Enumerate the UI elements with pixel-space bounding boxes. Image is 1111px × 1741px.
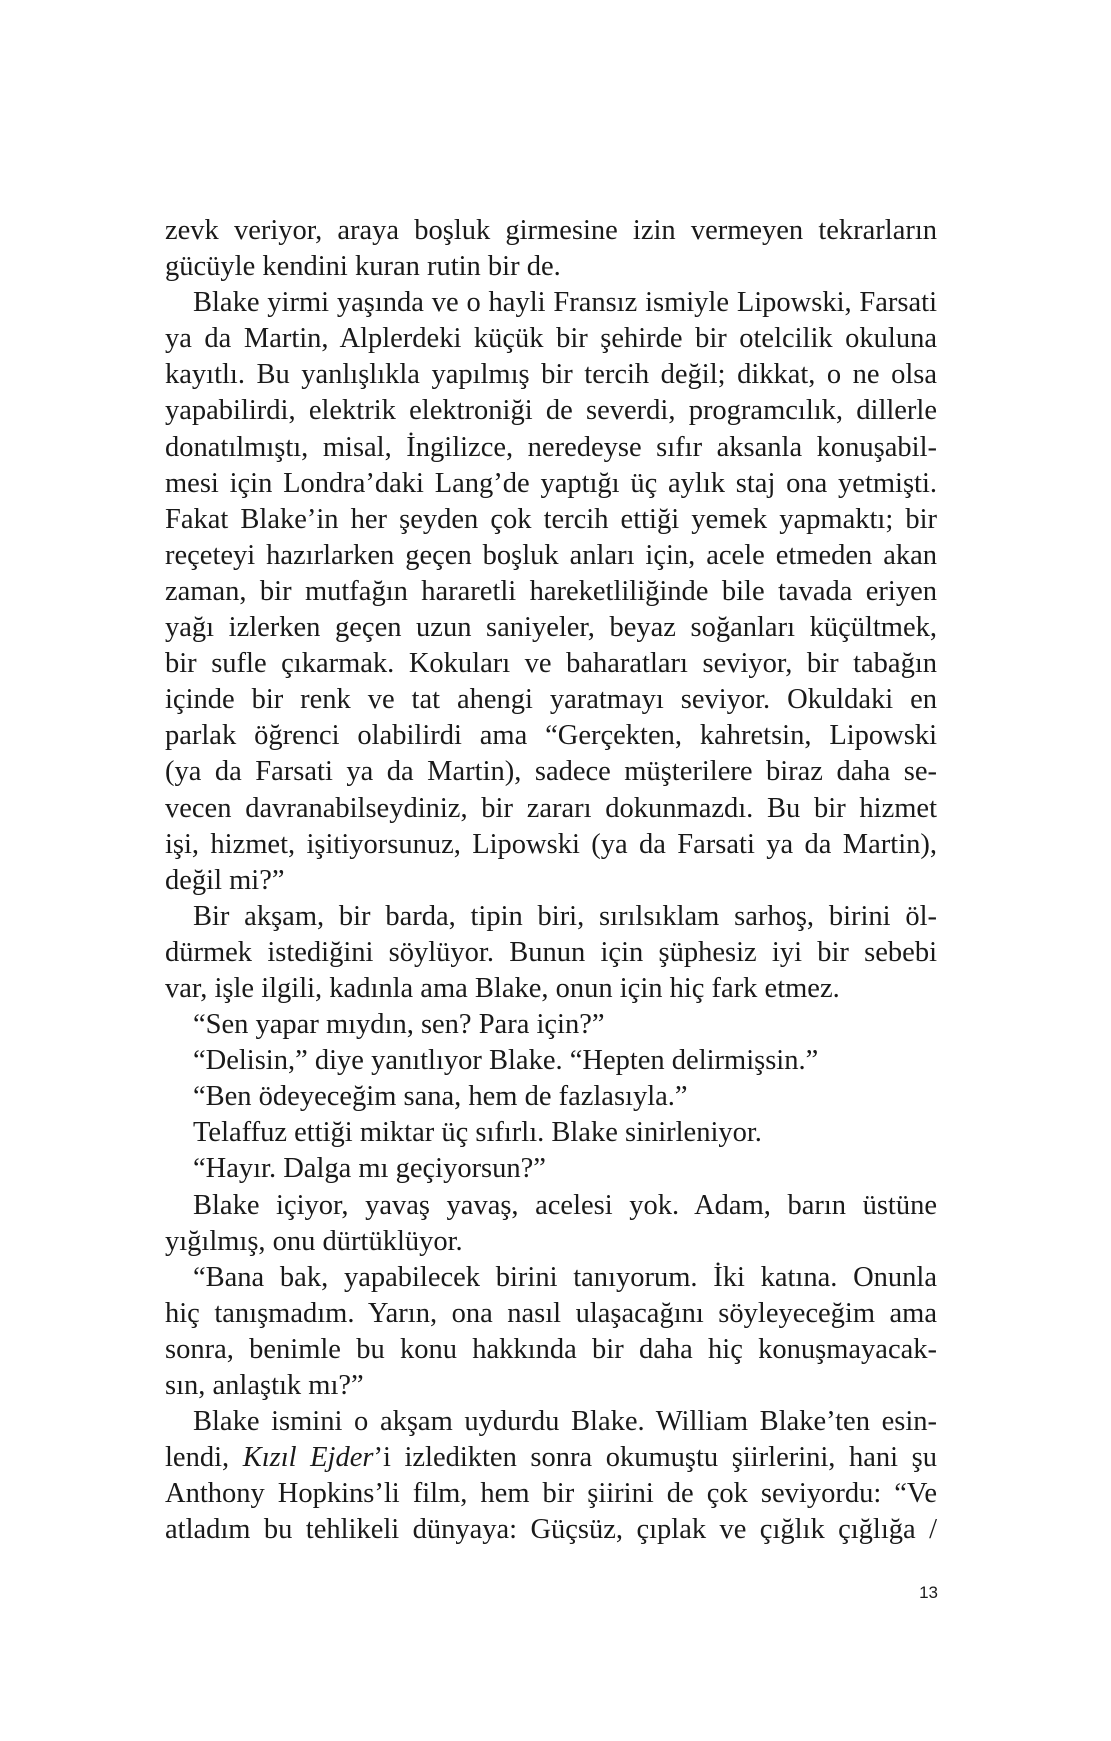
text-line: atladım bu tehlikeli dünyaya: Güçsüz, çıplak ve çığlık çığlığa / [165, 1514, 937, 1546]
text-fragment: lendi, [165, 1442, 243, 1474]
text-line: değil mi?” [165, 864, 285, 896]
text-line: vecen davranabilseydiniz, bir zararı dokunmazdı. Bu bir hizmet [165, 792, 937, 824]
text-line: Bir akşam, bir barda, tipin biri, sırılsıklam sarhoş, birini öl- [193, 900, 937, 932]
text-line: “Delisin,” diye yanıtlıyor Blake. “Hepten delirmişsin.” [193, 1045, 819, 1077]
text-line: (ya da Farsati ya da Martin), sadece müşterilere biraz daha se- [165, 756, 937, 788]
book-title: Kızıl Ejder [242, 1442, 374, 1474]
text-line: kayıtlı. Bu yanlışlıkla yapılmış bir tercih değil; dikkat, o ne olsa [165, 359, 937, 391]
text-line: Fakat Blake’in her şeyden çok tercih ettiği yemek yapmaktı; bir [165, 503, 937, 535]
text-line: hiç tanışmadım. Yarın, ona nasıl ulaşacağını söyleyeceğim ama [165, 1297, 937, 1329]
text-line: donatılmıştı, misal, İngilizce, neredeyse sıfır aksanla konuşabil- [165, 431, 937, 463]
body-text [165, 213, 937, 1548]
text-line: Anthony Hopkins’li film, hem bir şiirini de çok seviyordu: “Ve [165, 1478, 937, 1510]
text-line: yığılmış, onu dürtüklüyor. [165, 1225, 463, 1257]
text-line: gücüyle kendini kuran rutin bir de. [165, 251, 561, 283]
text-line: Blake ismini o akşam uydurdu Blake. William Blake’ten esin- [193, 1406, 937, 1438]
text-line: mesi için Londra’daki Lang’de yaptığı üç aylık staj ona yetmişti. [165, 467, 937, 499]
text-line: zaman, bir mutfağın hararetli hareketliliğinde bile tavada eriyen [165, 575, 937, 607]
text-line: “Hayır. Dalga mı geçiyorsun?” [193, 1153, 546, 1185]
text-line: Telaffuz ettiği miktar üç sıfırlı. Blake sinirleniyor. [193, 1117, 762, 1149]
text-line: yağı izlerken geçen uzun saniyeler, beyaz soğanları küçültmek, [165, 612, 937, 644]
text-line: yapabilirdi, elektrik elektroniği de severdi, programcılık, dillerle [165, 395, 937, 427]
text-line: işi, hizmet, işitiyorsunuz, Lipowski (ya da Farsati ya da Martin), [165, 828, 937, 860]
text-line-with-title [165, 1440, 937, 1476]
text-line: bir sufle çıkarmak. Kokuları ve baharatları seviyor, bir tabağın [165, 648, 937, 680]
text-line: sonra, benimle bu konu hakkında bir daha hiç konuşmayacak- [165, 1333, 937, 1365]
text-line: “Bana bak, yapabilecek birini tanıyorum. İki katına. Onunla [193, 1261, 937, 1293]
text-line: Blake içiyor, yavaş yavaş, acelesi yok. Adam, barın üstüne [193, 1189, 937, 1221]
text-fragment: ’i izledikten sonra okumuştu şiirlerini, hani şu [373, 1442, 937, 1474]
text-line: “Ben ödeyeceğim sana, hem de fazlasıyla.” [193, 1081, 688, 1113]
page-number: 13 [919, 1583, 938, 1602]
text-line: “Sen yapar mıydın, sen? Para için?” [193, 1009, 605, 1041]
text-line: Blake yirmi yaşında ve o hayli Fransız ismiyle Lipowski, Farsati [193, 287, 937, 319]
text-line: var, işle ilgili, kadınla ama Blake, onun için hiç fark etmez. [165, 972, 840, 1004]
text-line: içinde bir renk ve tat ahengi yaratmayı seviyor. Okuldaki en [165, 684, 937, 716]
text-line: zevk veriyor, araya boşluk girmesine izin vermeyen tekrarların [165, 215, 937, 246]
text-line: ya da Martin, Alplerdeki küçük bir şehirde bir otelcilik okuluna [165, 323, 937, 355]
text-line: reçeteyi hazırlarken geçen boşluk anları için, acele etmeden akan [165, 539, 937, 571]
text-line: sın, anlaştık mı?” [165, 1370, 364, 1401]
text-line: parlak öğrenci olabilirdi ama “Gerçekten, kahretsin, Lipowski [165, 720, 937, 752]
text-line: dürmek istediğini söylüyor. Bunun için şüphesiz iyi bir sebebi [165, 936, 937, 968]
